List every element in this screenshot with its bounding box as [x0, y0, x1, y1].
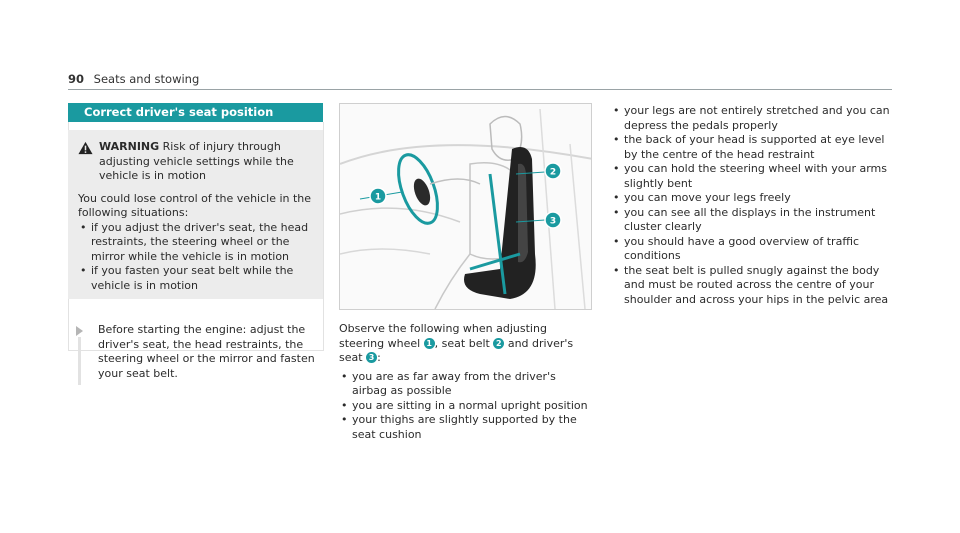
- list-item: • if you adjust the driver's seat, the head restraints, the steering wheel or the mirror while the vehicle is in motion: [78, 221, 313, 265]
- middle-column: [339, 103, 592, 310]
- middle-list: [339, 370, 594, 443]
- page-number: 90: [68, 72, 85, 86]
- list-item: • your legs are not entirely stretched and you can depress the pedals properly: [611, 104, 893, 133]
- intro-text: , seat belt: [434, 336, 494, 350]
- list-item: • you are as far away from the driver's airbag as possible: [339, 370, 594, 399]
- right-list: [611, 104, 893, 307]
- list-item: • if you fasten your seat belt while the vehicle is in motion: [78, 264, 313, 293]
- intro-text: :: [377, 351, 381, 364]
- note-marker: [68, 323, 82, 381]
- middle-text: [339, 322, 594, 442]
- list-item: • you should have a good overview of traffic conditions: [611, 235, 893, 264]
- callout-badge-3: 3: [366, 352, 377, 363]
- intro-text: Observe the following when adjusting steering wheel: [339, 322, 547, 350]
- play-triangle-icon: [76, 326, 83, 336]
- warning-list: [78, 221, 313, 294]
- list-item: • you can see all the displays in the instrument cluster clearly: [611, 206, 893, 235]
- driver-seat-illustration: [339, 103, 592, 310]
- section-name: Seats and stowing: [93, 72, 200, 86]
- callout-badge-1: 1: [424, 338, 435, 349]
- warning-box: [68, 130, 323, 299]
- note-block: [68, 321, 323, 385]
- warning-label: WARNING: [99, 140, 160, 153]
- header-divider: [68, 89, 892, 90]
- list-item: • the seat belt is pulled snugly against the body and must be routed across the centre of your shoulder and across your hips in the pelvic area: [611, 264, 893, 308]
- warning-icon: [78, 141, 93, 155]
- left-column: [68, 103, 323, 385]
- note-text: Before starting the engine: adjust the driver's seat, the head restraints, the steering wheel or the mirror and fasten your seat belt.: [98, 323, 315, 380]
- page-header: [68, 72, 199, 86]
- list-item: • you can move your legs freely: [611, 191, 893, 206]
- warning-body: You could lose control of the vehicle in the following situations:: [78, 191, 312, 219]
- list-item: • your thighs are slightly supported by the seat cushion: [339, 413, 594, 442]
- warning-lead: Risk of injury through adjusting vehicle settings while the vehicle is in motion: [99, 140, 294, 182]
- car-interior-drawing: [340, 104, 592, 310]
- callout-badge-2: 2: [493, 338, 504, 349]
- note-bar: [78, 337, 81, 385]
- right-column: [611, 104, 893, 307]
- intro-paragraph: [339, 322, 594, 366]
- list-item: • you can hold the steering wheel with your arms slightly bent: [611, 162, 893, 191]
- intro-text: and driver's seat: [339, 336, 574, 364]
- list-item: • you are sitting in a normal upright position: [339, 399, 594, 414]
- callout-2-label: 2: [549, 167, 557, 178]
- list-item: • the back of your head is supported at eye level by the centre of the head restraint: [611, 133, 893, 162]
- section-title: Correct driver's seat position: [68, 103, 323, 122]
- callout-3-label: 3: [549, 216, 557, 227]
- callout-1-label: 1: [374, 192, 382, 203]
- warning-header: [78, 140, 313, 184]
